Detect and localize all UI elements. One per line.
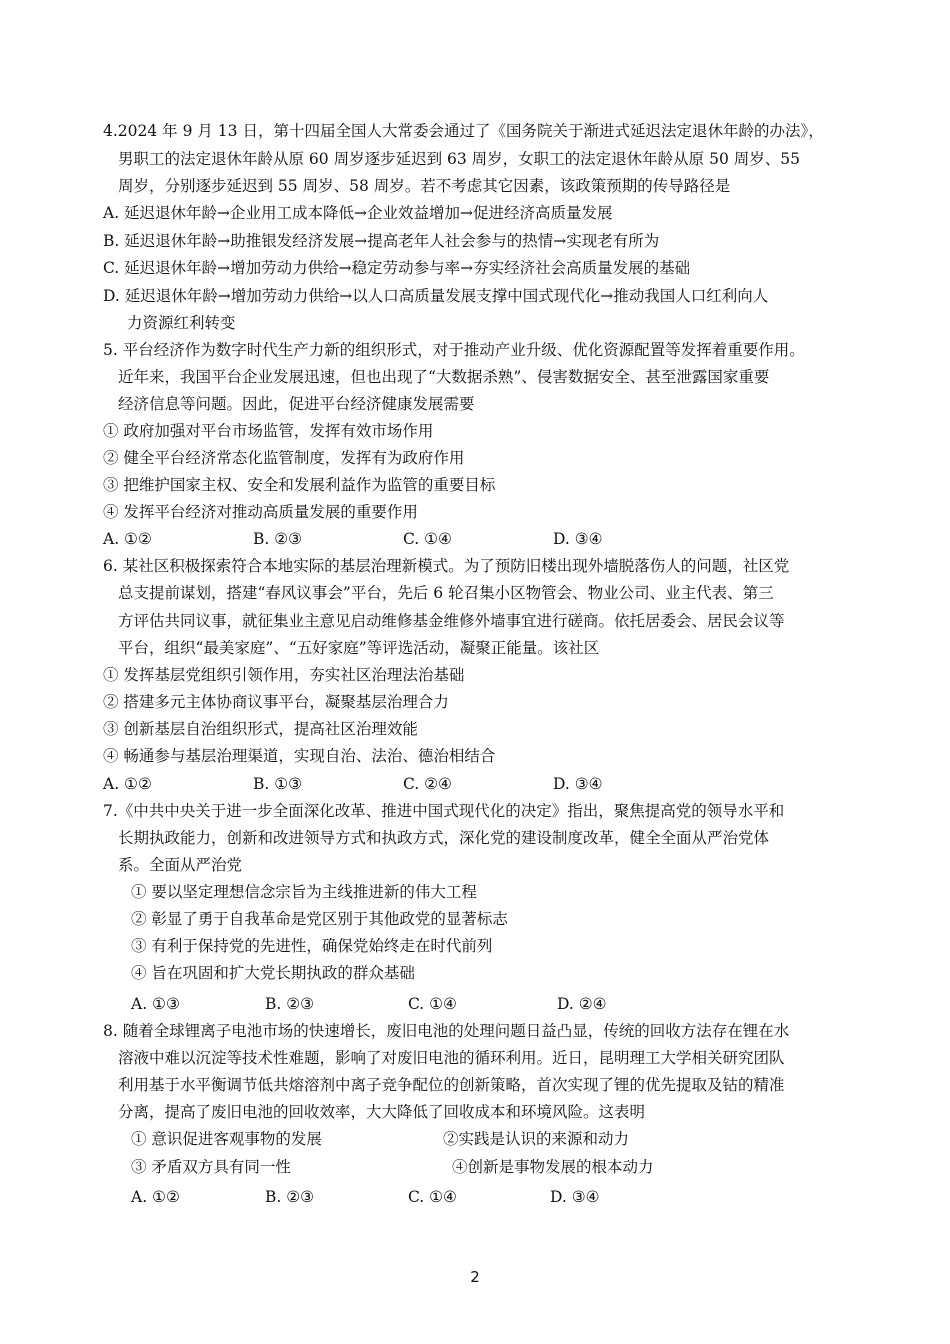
q5-choice-b: B. ②③ <box>253 530 303 548</box>
q6-choice-b: B. ①③ <box>253 775 303 793</box>
q7-choice-a: A. ①③ <box>131 995 180 1013</box>
q8-item-2: ②实践是认识的来源和动力 <box>443 1130 630 1148</box>
q7-stem-line: 系。全面从严治党 <box>118 856 243 874</box>
q7-choice-b: B. ②③ <box>265 995 315 1013</box>
q6-stem-line: 平台，组织“最美家庭”、“五好家庭”等评选活动，凝聚正能量。该社区 <box>118 639 600 657</box>
q8-choice-b: B. ②③ <box>265 1188 315 1206</box>
q8-item-3: ③ 矛盾双方具有同一性 <box>131 1158 291 1176</box>
q6-choice-d: D. ③④ <box>553 775 603 793</box>
q4-option-d: D. 延迟退休年龄→增加劳动力供给→以人口高质量发展支撑中国式现代化→推动我国人口红利向人 <box>103 287 769 305</box>
q5-item-1: ① 政府加强对平台市场监管，发挥有效市场作用 <box>103 422 434 440</box>
q4-stem-line: 男职工的法定退休年龄从原 60 周岁逐步延迟到 63 周岁，女职工的法定退休年龄从原 50 周岁、55 <box>118 150 800 168</box>
q6-choice-a: A. ①② <box>103 775 152 793</box>
q6-stem-line: 方评估共同议事，就征集业主意见启动维修基金维修外墙事宜进行磋商。依托居委会、居民会议等 <box>118 612 785 630</box>
q6-item-1: ① 发挥基层党组织引领作用，夯实社区治理法治基础 <box>103 666 465 684</box>
q5-choice-c: C. ①④ <box>403 530 452 548</box>
q6-item-4: ④ 畅通参与基层治理渠道，实现自治、法治、德治相结合 <box>103 747 496 765</box>
q6-item-2: ② 搭建多元主体协商议事平台，凝聚基层治理合力 <box>103 693 449 711</box>
q5-stem-line: 5. 平台经济作为数字时代生产力新的组织形式，对于推动产业升级、优化资源配置等发挥着重要作用。 <box>103 341 805 359</box>
q7-item-3: ③ 有利于保持党的先进性，确保党始终走在时代前列 <box>131 937 493 955</box>
q8-choice-a: A. ①② <box>131 1188 180 1206</box>
q4-stem-line: 周岁，分别逐步延迟到 55 周岁、58 周岁。若不考虑其它因素，该政策预期的传导路径是 <box>118 177 731 195</box>
q8-item-1: ① 意识促进客观事物的发展 <box>131 1130 322 1148</box>
q4-option-a: A. 延迟退休年龄→企业用工成本降低→企业效益增加→促进经济高质量发展 <box>103 204 613 222</box>
q6-stem-line: 6. 某社区积极探索符合本地实际的基层治理新模式。为了预防旧楼出现外墙脱落伤人的问题，社区党 <box>103 557 790 575</box>
q7-item-4: ④ 旨在巩固和扩大党长期执政的群众基础 <box>131 964 415 982</box>
q8-stem-line: 利用基于水平衡调节低共熔溶剂中离子竞争配位的创新策略，首次实现了锂的优先提取及钴的精准 <box>118 1076 785 1094</box>
q7-item-1: ① 要以坚定理想信念宗旨为主线推进新的伟大工程 <box>131 883 477 901</box>
q5-item-3: ③ 把维护国家主权、安全和发展利益作为监管的重要目标 <box>103 476 496 494</box>
q6-item-3: ③ 创新基层自治组织形式，提高社区治理效能 <box>103 720 418 738</box>
q6-choice-c: C. ②④ <box>403 775 452 793</box>
q6-stem-line: 总支提前谋划，搭建“春风议事会”平台，先后 6 轮召集小区物管会、物业公司、业主代表、第三 <box>118 584 774 602</box>
q4-option-b: B. 延迟退休年龄→助推银发经济发展→提高老年人社会参与的热情→实现老有所为 <box>103 232 660 250</box>
q5-stem-line: 经济信息等问题。因此，促进平台经济健康发展需要 <box>118 395 475 413</box>
q8-stem-line: 溶液中难以沉淀等技术性难题，影响了对废旧电池的循环利用。近日，昆明理工大学相关研究团队 <box>118 1049 785 1067</box>
q7-choice-d: D. ②④ <box>557 995 607 1013</box>
q8-choice-c: C. ①④ <box>408 1188 457 1206</box>
q8-stem-line: 分离，提高了废旧电池的回收效率，大大降低了回收成本和环境风险。这表明 <box>118 1103 646 1121</box>
q7-stem-line: 7.《中共中央关于进一步全面深化改革、推进中国式现代化的决定》指出，聚焦提高党的领导水平和 <box>103 802 785 820</box>
q5-stem-line: 近年来，我国平台企业发展迅速，但也出现了“大数据杀熟”、侵害数据安全、甚至泄露国家重要 <box>118 368 770 386</box>
q5-choice-d: D. ③④ <box>553 530 603 548</box>
q4-stem-line: 4.2024 年 9 月 13 日，第十四届全国人大常委会通过了《国务院关于渐进式延迟法定退休年龄的办法》， <box>103 122 824 140</box>
q5-item-2: ② 健全平台经济常态化监管制度，发挥有为政府作用 <box>103 449 465 467</box>
page-number: 2 <box>470 1268 480 1286</box>
q5-item-4: ④ 发挥平台经济对推动高质量发展的重要作用 <box>103 503 418 521</box>
q4-option-c: C. 延迟退休年龄→增加劳动力供给→稳定劳动参与率→夯实经济社会高质量发展的基础 <box>103 259 691 277</box>
q7-stem-line: 长期执政能力，创新和改进领导方式和执政方式，深化党的建设制度改革，健全全面从严治党体 <box>118 829 770 847</box>
q7-choice-c: C. ①④ <box>408 995 457 1013</box>
q8-choice-d: D. ③④ <box>550 1188 600 1206</box>
q8-item-4: ④创新是事物发展的根本动力 <box>452 1158 654 1176</box>
q4-option-d-cont: 力资源红利转变 <box>127 314 236 332</box>
q8-stem-line: 8. 随着全球锂离子电池市场的快速增长，废旧电池的处理问题日益凸显，传统的回收方法存在锂在水 <box>103 1022 790 1040</box>
q7-item-2: ② 彰显了勇于自我革命是党区别于其他政党的显著标志 <box>131 910 508 928</box>
q5-choice-a: A. ①② <box>103 530 152 548</box>
